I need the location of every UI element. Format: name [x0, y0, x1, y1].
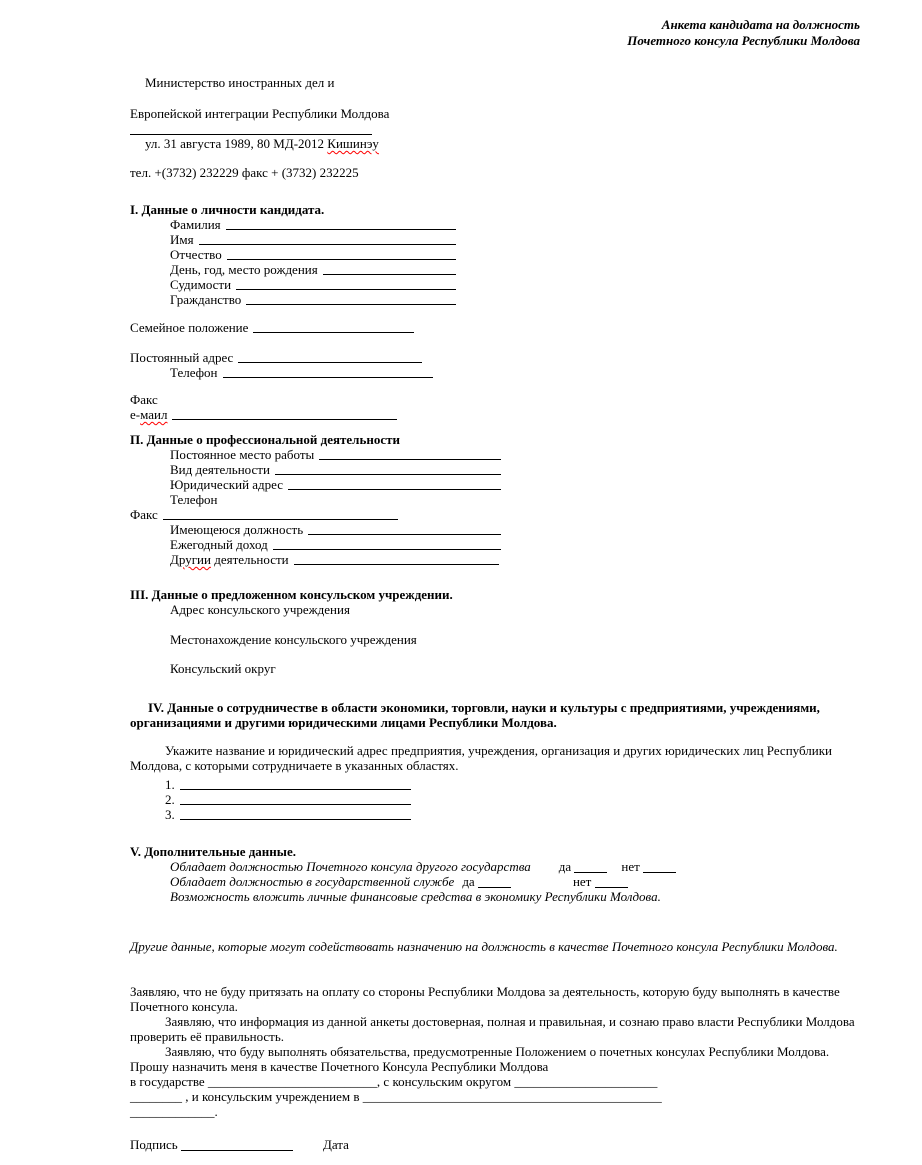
field-row-other-activities	[170, 552, 499, 567]
yes-label: да	[558, 859, 572, 874]
section-3-heading: III. Данные о предложенном консульском учреждении.	[130, 587, 453, 602]
field-label: День, год, место рождения	[170, 262, 318, 277]
field-label: Постоянный адрес	[130, 350, 234, 365]
field-label-consular-location: Местонахождение консульского учреждения	[170, 632, 417, 647]
blank-line	[180, 819, 411, 820]
numbered-blank-row-3	[165, 807, 411, 822]
blank-line	[227, 259, 456, 260]
section-1-heading: I. Данные о личности кандидата.	[130, 202, 325, 217]
no-blank	[595, 887, 628, 888]
field-label: Ежегодный доход	[170, 537, 268, 552]
field-label-fax: Факс	[130, 392, 158, 407]
yes-label: да	[462, 874, 475, 889]
email-prefix: е-	[130, 407, 141, 422]
field-row-permanent-address	[130, 350, 422, 365]
field-label-consular-district: Консульский округ	[170, 661, 276, 676]
additional-question-2	[170, 874, 862, 889]
blank-line	[294, 564, 499, 565]
signature-row	[130, 1137, 862, 1152]
field-label: Постоянное место работы	[170, 447, 315, 462]
signature-blank	[181, 1150, 293, 1151]
blank-line	[163, 519, 398, 520]
field-label: Отчество	[170, 247, 222, 262]
field-row-annual-income	[170, 537, 501, 552]
field-label-consular-address: Адрес консульского учреждения	[170, 602, 350, 617]
field-row-phone	[170, 365, 433, 380]
blank-line	[226, 229, 456, 230]
declaration-1: Заявляю, что не буду притязать на оплату со стороны Республики Молдова за деятельность, которую буду выполнять в качестве Почетного консула.	[130, 984, 840, 1014]
item-number: 1.	[165, 777, 175, 792]
field-row-email	[130, 407, 397, 422]
field-row-current-position	[170, 522, 501, 537]
blank-line	[223, 377, 433, 378]
numbered-blank-row-2	[165, 792, 411, 807]
request-line-3: ________ , и консульским учреждением в ______________________________________________	[130, 1089, 662, 1104]
field-label-phone2: Телефон	[170, 492, 218, 507]
other-data-note: Другие данные, которые могут содействовать назначению на должность в качестве Почетного консула Республики Молдова.	[130, 939, 838, 954]
other-word-misspelled: Другии	[170, 552, 211, 567]
blank-line	[323, 274, 456, 275]
yes-blank	[574, 872, 607, 873]
additional-question-3: Возможность вложить личные финансовые средства в экономику Республики Молдова.	[170, 889, 661, 904]
section-5-heading: V. Дополнительные данные.	[130, 844, 296, 859]
additional-question-1	[170, 859, 862, 874]
field-label: Имеющеюся должность	[170, 522, 304, 537]
field-row-legal-address	[170, 477, 501, 492]
date-label: Дата	[323, 1137, 349, 1152]
field-label: Телефон	[170, 365, 218, 380]
field-label: Имя	[170, 232, 194, 247]
declaration-3: Заявляю, что буду выполнять обязательства, предусмотренные Положением о почетных консулах Республики Молдова.	[165, 1044, 830, 1059]
blank-line	[236, 289, 456, 290]
no-label: нет	[572, 874, 592, 889]
blank-line	[246, 304, 456, 305]
field-label: Фамилия	[170, 217, 221, 232]
field-row-activity-type	[170, 462, 501, 477]
section-4-heading: IV. Данные о сотрудничестве в области экономики, торговли, науки и культуры с предприятиями, учреждениями, организациями и другими юридическими лицами Республики Молдова.	[130, 700, 820, 730]
field-label: Юридический адрес	[170, 477, 284, 492]
blank-line	[253, 332, 414, 333]
blank-line	[319, 459, 501, 460]
blank-line	[180, 804, 411, 805]
blank-line	[238, 362, 422, 363]
field-label: Гражданство	[170, 292, 242, 307]
ministry-name-line2: Европейской интеграции Республики Молдова	[130, 106, 390, 121]
field-row-fax2	[130, 507, 398, 522]
no-blank	[643, 872, 676, 873]
blank-line	[308, 534, 501, 535]
blank-line	[275, 474, 501, 475]
document-title-line1: Анкета кандидата на должность	[661, 17, 860, 32]
field-label: Семейное положение	[130, 320, 249, 335]
blank-line	[273, 549, 501, 550]
numbered-blank-row-1	[165, 777, 411, 792]
field-row-citizenship	[170, 292, 456, 307]
blank-line	[288, 489, 501, 490]
question-text: Обладает должностью в государственной службе	[170, 874, 455, 889]
field-label	[130, 407, 167, 422]
field-label: Факс	[130, 507, 158, 522]
document-title-line2: Почетного консула Республики Молдова	[627, 33, 860, 48]
address-text: ул. 31 августа 1989, 80 МД-2012	[145, 136, 328, 151]
ministry-name-line1: Министерство иностранных дел и	[145, 75, 335, 90]
item-number: 2.	[165, 792, 175, 807]
document-title	[0, 0, 860, 49]
field-row-workplace	[170, 447, 501, 462]
no-label: нет	[621, 859, 640, 874]
declarations-block	[130, 984, 862, 1119]
request-line-4: _____________.	[130, 1104, 218, 1119]
ministry-phone: тел. +(3732) 232229 факс + (3732) 232225	[130, 165, 359, 180]
field-label: Вид деятельности	[170, 462, 270, 477]
signature-label: Подпись	[130, 1137, 178, 1152]
email-word-misspelled: маил	[140, 407, 168, 422]
blank-line	[180, 789, 411, 790]
section-2-heading: П. Данные о профессиональной деятельности	[130, 432, 400, 447]
item-number: 3.	[165, 807, 175, 822]
yes-blank	[478, 887, 511, 888]
ministry-address	[130, 136, 862, 151]
address-rule	[130, 134, 372, 135]
field-row-firstname	[170, 232, 456, 247]
request-line-2: в государстве __________________________, с консульским округом ______________________	[130, 1074, 658, 1089]
section-4-instruction: Укажите название и юридический адрес предприятия, учреждения, организация и других юридических лиц Республики Молдова, с которыми сотрудничаете в указанных областях.	[130, 743, 832, 773]
other-word-rest: деятельности	[210, 552, 289, 567]
address-city-misspelled: Кишинэу	[327, 136, 379, 151]
field-row-surname	[170, 217, 456, 232]
question-text: Обладает должностью Почетного консула другого государства	[170, 859, 531, 874]
request-line-1: Прошу назначить меня в качестве Почетного Консула Республики Молдова	[130, 1059, 549, 1074]
blank-line	[199, 244, 456, 245]
field-row-marital-status	[130, 320, 414, 335]
blank-line	[172, 419, 397, 420]
field-row-birth	[170, 262, 456, 277]
declaration-2: Заявляю, что информация из данной анкеты достоверная, полная и правильная, и сознаю право власти Республики Молдова проверить её правильность.	[130, 1014, 855, 1044]
field-row-patronymic	[170, 247, 456, 262]
field-row-convictions	[170, 277, 456, 292]
field-label: Судимости	[170, 277, 232, 292]
field-label	[170, 552, 289, 567]
